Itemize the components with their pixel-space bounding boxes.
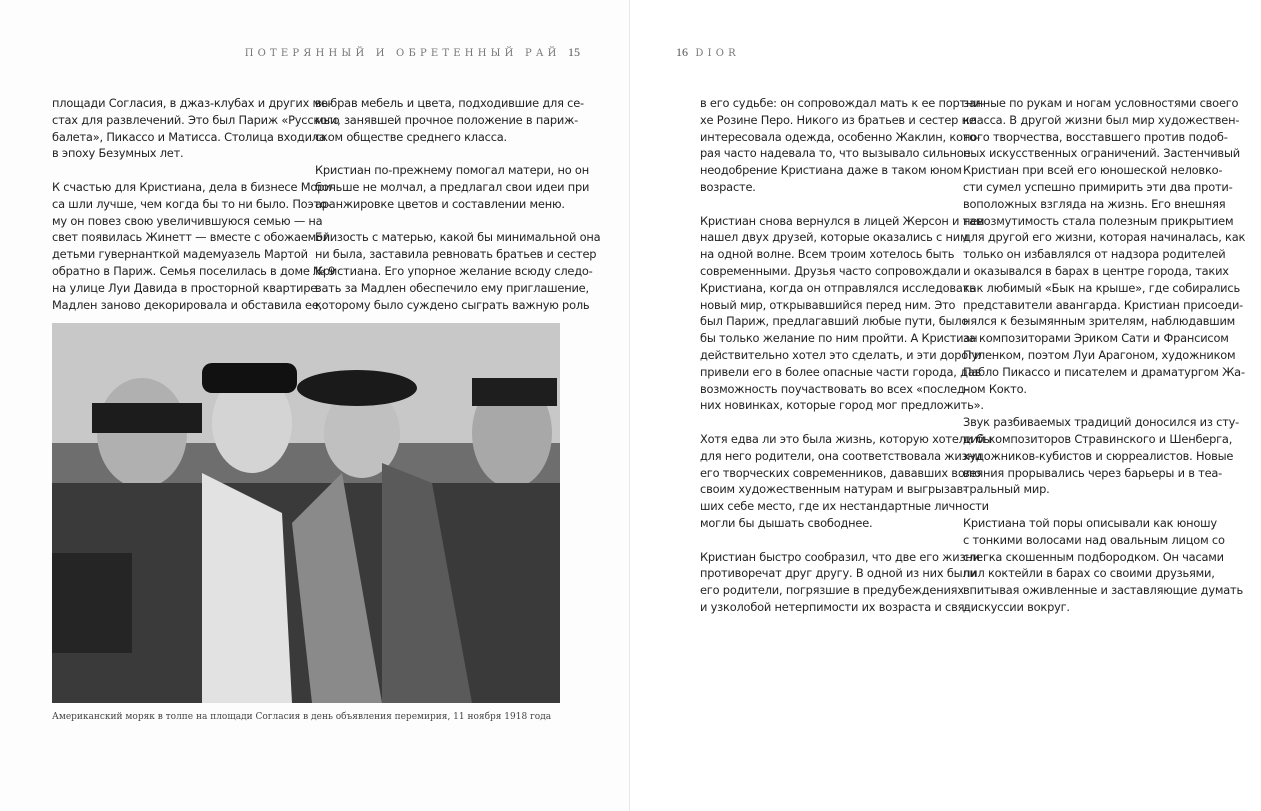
text-line: в его судьбе: он сопровождал мать к ее портни- (700, 96, 985, 110)
text-line: за композиторами Эриком Сати и Франсисом (963, 331, 1229, 346)
text-line: рая часто надевала то, что вызывало сильное (700, 146, 971, 161)
text-line: которому было суждено сыграть важную роль (315, 297, 590, 312)
text-line: могли бы дышать свободнее. (700, 515, 873, 530)
text-line: невозмутимость стала полезным прикрытием (963, 213, 1234, 228)
text-line: нялся к безымянным зрителям, наблюдавшим (963, 314, 1236, 329)
page-number: 16 (676, 45, 688, 59)
text-line: тральный мир. (963, 482, 1050, 497)
text-line: неодобрение Кристиана даже в таком юном (700, 163, 962, 178)
text-line: слегка скошенным подбородком. Он часами (963, 549, 1224, 564)
historical-photo (52, 323, 560, 703)
text-line: Пуленком, поэтом Луи Арагоном, художником (963, 347, 1236, 362)
text-column (700, 95, 992, 633)
text-line: хе Розине Перо. Никого из братьев и сестер не (700, 112, 976, 127)
text-line: Кристиана той поры описывали как юношу (963, 515, 1217, 530)
text-line: для него родители, она соответствовала жизни (700, 448, 982, 463)
text-line: ного творчества, восставшего против подоб- (963, 129, 1228, 144)
text-line: привели его в более опасные части города, дав (700, 364, 982, 379)
running-head-right (676, 45, 740, 60)
text-line: впитывая оживленные и заставляющие думать (963, 583, 1243, 598)
text-line: только он избавлялся от надзора родителей (963, 247, 1226, 262)
text-line: больше не молчал, а предлагал свои идеи при (315, 179, 590, 194)
paragraph (315, 229, 601, 313)
text-line: Кристиан по-прежнему помогал матери, но он (315, 163, 589, 178)
text-line: Кристиан при всей его юношеской неловко- (963, 163, 1223, 178)
text-line: противоречат друг другу. В одной из них были (700, 566, 977, 581)
text-line: площади Согласия, в джаз-клубах и других ме- (52, 96, 332, 110)
text-column (52, 95, 340, 330)
photo-caption: Американский моряк в толпе на площади Согласия в день объявления перемирия, 11 ноября 1918 года (52, 712, 552, 722)
text-line: для другой его жизни, которая начиналась, как (963, 230, 1246, 245)
text-line: дий композиторов Стравинского и Шенберга, (963, 431, 1233, 446)
text-line: воположных взгляда на жизнь. Его внешняя (963, 196, 1226, 211)
text-line: вать за Мадлен обеспечило ему приглашение, (315, 280, 589, 295)
text-line: пил коктейли в барах со своими друзьями, (963, 566, 1215, 581)
text-column (963, 95, 1246, 633)
text-line: на одной волне. Всем троим хотелось быть (700, 247, 955, 262)
text-line: свет появилась Жинетт — вместе с обожаемой (52, 230, 331, 245)
text-column (315, 95, 601, 330)
text-line: Кристиана. Его упорное желание всюду следо- (315, 263, 593, 278)
text-line: его родители, погрязшие в предубеждениях (700, 583, 964, 598)
text-line: Мадлен заново декорировала и обставила ее, (52, 297, 323, 312)
text-line: Пабло Пикассо и писателем и драматургом Жа- (963, 364, 1245, 379)
paragraph (700, 95, 985, 196)
text-line: са шли лучше, чем когда бы то ни было. Поэто- (52, 196, 331, 211)
text-line: своим художественным натурам и выгрызав- (700, 482, 967, 497)
text-line: веяния прорывались через барьеры и в теа- (963, 465, 1223, 480)
text-line: обратно в Париж. Семья поселилась в доме № 9 (52, 263, 336, 278)
running-head-title: ПОТЕРЯННЫЙ И ОБРЕТЕННЫЙ РАЙ (244, 48, 561, 59)
text-line: и узколобой нетерпимости их возраста и свя- (700, 599, 969, 614)
text-line: ном Кокто. (963, 381, 1027, 396)
text-line: сти сумел успешно примирить эти два проти- (963, 179, 1233, 194)
text-line: и оказывался в барах в центре города, таких (963, 263, 1229, 278)
text-line: его творческих современников, дававших волю (700, 465, 982, 480)
text-line: Кристиана, когда он отправлялся исследовать (700, 280, 976, 295)
text-line: балета», Пикассо и Матисса. Столица входила (52, 129, 326, 144)
text-line: интересовала одежда, особенно Жаклин, кото- (700, 129, 980, 144)
text-line: К счастью для Кристиана, дела в бизнесе Мори- (52, 179, 336, 194)
text-line: стах для развлечений. Это был Париж «Русского (52, 112, 340, 127)
text-line: занные по рукам и ногам условностями своего (963, 96, 1239, 110)
text-line: новый мир, открывавшийся перед ним. Это (700, 297, 956, 312)
text-line: представители авангарда. Кристиан присоеди- (963, 297, 1244, 312)
paragraph (700, 431, 992, 532)
text-line: ных искусственных ограничений. Застенчивый (963, 146, 1240, 161)
running-head-title: DIOR (695, 48, 740, 59)
text-line: детьми гувернанткой мадемуазель Мартой (52, 247, 308, 262)
paragraph (315, 95, 584, 145)
text-line: ском обществе среднего класса. (315, 129, 507, 144)
text-line: них новинках, которые город мог предложить». (700, 398, 984, 413)
paragraph (700, 213, 985, 415)
text-line: Кристиан быстро сообразил, что две его жизни (700, 549, 980, 564)
running-head-left (245, 45, 580, 60)
paragraph (315, 162, 590, 212)
text-line: в эпоху Безумных лет. (52, 146, 184, 161)
left-page (0, 0, 630, 811)
paragraph (963, 414, 1240, 498)
right-page (630, 0, 1261, 811)
text-line: ших себе место, где их нестандартные личности (700, 499, 989, 514)
text-line: му он повез свою увеличившуюся семью — на (52, 213, 323, 228)
text-line: выбрав мебель и цвета, подходившие для се- (315, 96, 584, 110)
text-line: художников-кубистов и сюрреалистов. Новые (963, 448, 1234, 463)
text-line: с тонкими волосами над овальным лицом со (963, 532, 1225, 547)
text-line: класса. В другой жизни был мир художествен- (963, 112, 1240, 127)
text-line: возможность поучаствовать во всех «послед- (700, 381, 969, 396)
paragraph (700, 549, 980, 616)
text-line: возрасте. (700, 179, 756, 194)
paragraph (52, 179, 336, 313)
text-line: действительно хотел это сделать, и эти дороги (700, 347, 982, 362)
text-line: мьи, занявшей прочное положение в париж- (315, 112, 579, 127)
text-line: дискуссии вокруг. (963, 599, 1070, 614)
text-line: нашел двух друзей, которые оказались с ним (700, 230, 969, 245)
text-line: современными. Друзья часто сопровождали (700, 263, 961, 278)
text-line: Хотя едва ли это была жизнь, которую хотели бы (700, 431, 992, 446)
text-line: ни была, заставила ревновать братьев и сестер (315, 247, 597, 262)
text-line: Кристиан снова вернулся в лицей Жерсон и там (700, 213, 985, 228)
text-line: был Париж, предлагавший любые пути, было (700, 314, 969, 329)
text-line: на улице Луи Давида в просторной квартире. (52, 280, 321, 295)
paragraph (52, 95, 340, 162)
text-line: как любимый «Бык на крыше», где собирались (963, 280, 1240, 295)
paragraph (963, 95, 1246, 397)
paragraph (963, 515, 1243, 616)
text-line: бы только желание по ним пройти. А Кристиан (700, 331, 978, 346)
text-line: Близость с матерью, какой бы минимальной она (315, 230, 601, 245)
page-number: 15 (568, 45, 580, 59)
text-line: аранжировке цветов и составлении меню. (315, 196, 565, 211)
text-line: Звук разбиваемых традиций доносился из сту- (963, 415, 1240, 430)
